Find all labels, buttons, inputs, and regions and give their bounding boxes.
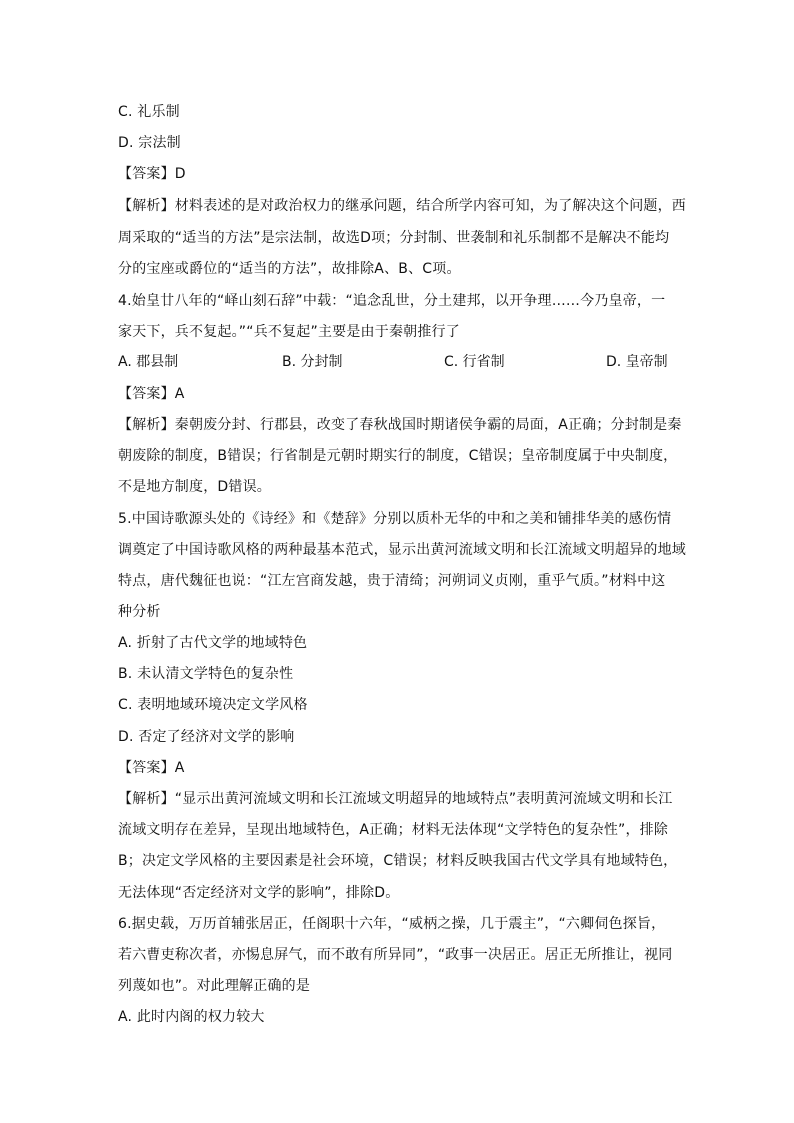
q4-option-d: D. 皇帝制 (606, 354, 668, 370)
q6-stem-line-3: 列蔑如也”。对此理解正确的是 (118, 978, 311, 994)
q5-analysis-line-4: 无法体现“否定经济对文学的影响”，排除D。 (118, 885, 400, 901)
q3-option-d: D. 宗法制 (118, 135, 181, 151)
q4-option-b: B. 分封制 (282, 354, 343, 370)
q5-option-a: A. 折射了古代文学的地域特色 (118, 635, 308, 651)
q5-stem-line-4: 种分析 (118, 604, 161, 620)
q3-option-c: C. 礼乐制 (118, 104, 180, 120)
q4-analysis-line-1: 【解析】秦朝废分封、行郡县，改变了春秋战国时期诸侯争霸的局面，A正确；分封制是秦 (118, 417, 682, 433)
q6-option-a: A. 此时内阁的权力较大 (118, 1009, 265, 1025)
q5-analysis-line-1: 【解析】“显示出黄河流域文明和长江流域文明超异的地域特点”表明黄河流域文明和长江 (118, 791, 673, 807)
q4-analysis-line-2: 朝废除的制度，B错误；行省制是元朝时期实行的制度，C错误；皇帝制度属于中央制度， (118, 448, 678, 464)
q6-stem-line-2: 若六曹吏称次者，亦惕息屏气，而不敢有所异同”，“政事一决居正。居正无所推让，视同 (118, 947, 673, 963)
q3-analysis-line-1: 【解析】材料表述的是对政治权力的继承问题，结合所学内容可知，为了解决这个问题，西 (118, 198, 686, 214)
q4-answer: 【答案】A (118, 386, 185, 402)
q3-answer: 【答案】D (118, 166, 186, 182)
q4-option-a: A. 郡县制 (118, 354, 179, 370)
q5-stem-line-1: 5.中国诗歌源头处的《诗经》和《楚辞》分别以质朴无华的中和之美和铺排华美的感伤情 (118, 511, 672, 527)
q4-stem-line-1: 4.始皇廿八年的“峄山刻石辞”中载：“追念乱世，分土建邦，以开争理……今乃皇帝，一 (118, 293, 666, 309)
q5-stem-line-2: 调奠定了中国诗歌风格的两种最基本范式，显示出黄河流域文明和长江流域文明超异的地域 (118, 542, 686, 558)
q5-answer: 【答案】A (118, 760, 185, 776)
q3-analysis-line-3: 分的宝座或爵位的“适当的方法”，故排除A、B、C项。 (118, 261, 461, 277)
q4-analysis-line-3: 不是地方制度，D错误。 (118, 479, 271, 495)
q5-option-c: C. 表明地域环境决定文学风格 (118, 697, 308, 713)
q5-analysis-line-3: B；决定文学风格的主要因素是社会环境，C错误；材料反映我国古代文学具有地域特色， (118, 853, 678, 869)
q5-option-b: B. 未认清文学特色的复杂性 (118, 666, 294, 682)
q4-stem-line-2: 家天下，兵不复起。”“兵不复起”主要是由于秦朝推行了 (118, 324, 460, 340)
q5-stem-line-3: 特点，唐代魏征也说：“江左宫商发越，贵于清绮；河朔词义贞刚，重乎气质。”材料中这 (118, 573, 666, 589)
q3-analysis-line-2: 周采取的“适当的方法”是宗法制，故选D项；分封制、世袭制和礼乐制都不是解决不能均 (118, 230, 670, 246)
q4-option-c: C. 行省制 (444, 354, 505, 370)
q5-analysis-line-2: 流域文明存在差异，呈现出地域特色，A正确；材料无法体现“文学特色的复杂性”，排除 (118, 822, 669, 838)
q6-stem-line-1: 6.据史载，万历首辅张居正，任阁职十六年，“威柄之操，几于震主”，“六卿伺色探旨， (118, 916, 666, 932)
q5-option-d: D. 否定了经济对文学的影响 (118, 729, 295, 745)
q4-options-row (118, 352, 678, 372)
